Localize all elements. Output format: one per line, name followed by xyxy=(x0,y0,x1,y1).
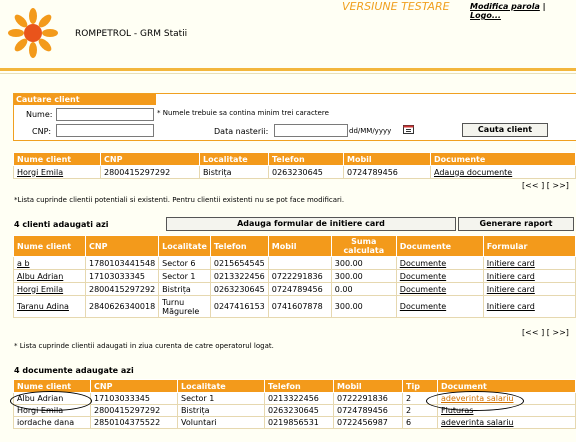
ac-col-sum: Suma calculata xyxy=(331,236,396,257)
logout-link[interactable]: Logo... xyxy=(470,11,501,20)
table-row xyxy=(14,257,576,270)
ad-col-type: Tip xyxy=(403,380,438,393)
cell-mobile: 0722291836 xyxy=(334,393,403,405)
date-format-hint: dd/MM/yyyy xyxy=(349,127,392,135)
calendar-icon[interactable] xyxy=(403,124,414,134)
ac-col-mobile: Mobil xyxy=(268,236,331,257)
initiate-card-link[interactable]: Initiere card xyxy=(483,257,575,270)
results-note: *Lista cuprinde clientii potentiali si existenti. Pentru clientii existenti nu se pot face modificari. xyxy=(14,196,345,204)
cell-phone: 0263230645 xyxy=(269,166,344,179)
cell-name: Horgi Emila xyxy=(14,405,91,417)
ad-col-name: Nume client xyxy=(14,380,91,393)
added-clients-note: * Lista cuprinde clientii adaugati in ziua curenta de catre operatorul logat. xyxy=(14,342,274,350)
search-panel-title: Cautare client xyxy=(14,94,156,105)
cell-cnp: 17103033345 xyxy=(91,393,178,405)
initiate-card-link[interactable]: Initiere card xyxy=(483,270,575,283)
cell-type: 6 xyxy=(403,417,438,429)
cell-phone: 0219856531 xyxy=(265,417,334,429)
cell-phone: 0263230645 xyxy=(265,405,334,417)
added-clients-header-row xyxy=(14,236,576,257)
ac-col-phone: Telefon xyxy=(210,236,268,257)
cell-type: 2 xyxy=(403,405,438,417)
cell-locality: Sector 1 xyxy=(159,270,211,283)
table-row xyxy=(14,166,576,179)
birth-date-input[interactable] xyxy=(274,124,348,137)
highlight-ellipse-document xyxy=(426,391,524,411)
documents-link[interactable]: Documente xyxy=(396,283,483,296)
client-name-link[interactable]: Horgi Emila xyxy=(14,283,86,296)
app-title: ROMPETROL - GRM Statii xyxy=(75,29,188,39)
search-results-table xyxy=(13,152,576,179)
cell-phone: 0215654545 xyxy=(210,257,268,270)
client-name-link[interactable]: a b xyxy=(14,257,86,270)
cell-locality: Turnu Măgurele xyxy=(159,296,211,318)
cell-sum: 300.00 xyxy=(331,296,396,318)
cell-locality: Voluntari xyxy=(178,417,265,429)
results-col-locality: Localitate xyxy=(200,153,269,166)
ad-col-cnp: CNP xyxy=(91,380,178,393)
cell-sum: 300.00 xyxy=(331,257,396,270)
added-clients-pager[interactable]: [<< ] [ >>] xyxy=(522,328,569,337)
search-client-button[interactable]: Cauta client xyxy=(462,123,548,137)
cell-phone: 0213322456 xyxy=(210,270,268,283)
ad-col-document: Document xyxy=(438,380,576,393)
documents-link[interactable]: Documente xyxy=(396,270,483,283)
cell-cnp: 2800415297292 xyxy=(101,166,200,179)
cell-mobile xyxy=(268,257,331,270)
cell-cnp: 2800415297292 xyxy=(91,405,178,417)
highlight-ellipse-client xyxy=(10,391,92,411)
rompetrol-logo-icon xyxy=(8,8,58,58)
name-hint: * Numele trebuie sa contina minim trei caractere xyxy=(157,109,329,117)
cell-locality: Bistrița xyxy=(200,166,269,179)
ad-col-locality: Localitate xyxy=(178,380,265,393)
document-link[interactable]: Fluturas xyxy=(438,405,576,417)
cell-name: Albu Adrian xyxy=(14,393,91,405)
name-input[interactable] xyxy=(56,108,154,121)
table-row xyxy=(14,296,576,318)
client-name-link[interactable]: Horgi Emila xyxy=(14,166,101,179)
ad-col-phone: Telefon xyxy=(265,380,334,393)
cell-locality: Sector 1 xyxy=(178,393,265,405)
results-col-phone: Telefon xyxy=(269,153,344,166)
cell-phone: 0213322456 xyxy=(265,393,334,405)
app-header xyxy=(0,0,576,68)
document-link[interactable]: adeverinta salariu xyxy=(438,417,576,429)
table-row xyxy=(14,270,576,283)
cell-type: 2 xyxy=(403,393,438,405)
table-row xyxy=(14,283,576,296)
name-label: Nume: xyxy=(26,110,53,119)
cell-name: iordache dana xyxy=(14,417,91,429)
birth-date-label: Data nasterii: xyxy=(214,127,269,136)
initiate-card-link[interactable]: Initiere card xyxy=(483,283,575,296)
cell-mobile: 0724789456 xyxy=(334,405,403,417)
link-separator: | xyxy=(542,2,546,11)
header-divider-thin xyxy=(0,73,576,74)
cell-mobile: 0724789456 xyxy=(344,166,431,179)
cell-mobile: 0722291836 xyxy=(268,270,331,283)
add-card-form-button[interactable]: Adauga formular de initiere card xyxy=(166,217,456,231)
client-name-link[interactable]: Albu Adrian xyxy=(14,270,86,283)
cell-cnp: 2800415297292 xyxy=(86,283,159,296)
generate-report-button[interactable]: Generare raport xyxy=(458,217,574,231)
results-col-cnp: CNP xyxy=(101,153,200,166)
cell-cnp: 2840626340018 xyxy=(86,296,159,318)
ac-col-cnp: CNP xyxy=(86,236,159,257)
cell-cnp: 2850104375522 xyxy=(91,417,178,429)
header-divider xyxy=(0,68,576,71)
added-documents-title: 4 documente adaugate azi xyxy=(14,366,134,375)
cnp-label: CNP: xyxy=(32,127,52,136)
cell-locality: Bistrița xyxy=(159,283,211,296)
initiate-card-link[interactable]: Initiere card xyxy=(483,296,575,318)
cell-phone: 0263230645 xyxy=(210,283,268,296)
cell-mobile: 0724789456 xyxy=(268,283,331,296)
version-label: VERSIUNE TESTARE xyxy=(342,0,450,13)
results-header-row xyxy=(14,153,576,166)
ad-col-mobile: Mobil xyxy=(334,380,403,393)
cell-mobile: 0722456987 xyxy=(334,417,403,429)
results-col-documents: Documente xyxy=(431,153,576,166)
table-row xyxy=(14,417,576,429)
cell-sum: 300.00 xyxy=(331,270,396,283)
client-name-link[interactable]: Taranu Adina xyxy=(14,296,86,318)
results-col-name: Nume client xyxy=(14,153,101,166)
cnp-input[interactable] xyxy=(56,124,154,137)
documents-link[interactable]: Documente xyxy=(396,296,483,318)
top-links xyxy=(470,2,576,20)
ac-col-name: Nume client xyxy=(14,236,86,257)
document-link[interactable]: adeverinta salariu xyxy=(438,393,576,405)
client-search-panel xyxy=(13,93,576,141)
cell-cnp: 17103033345 xyxy=(86,270,159,283)
added-clients-table xyxy=(13,235,576,318)
documents-link[interactable]: Documente xyxy=(396,257,483,270)
ac-col-locality: Localitate xyxy=(159,236,211,257)
added-clients-title: 4 clienti adaugati azi xyxy=(14,220,109,229)
results-pager[interactable]: [<< ] [ >>] xyxy=(522,181,569,190)
cell-locality: Sector 6 xyxy=(159,257,211,270)
cell-locality: Bistrița xyxy=(178,405,265,417)
cell-phone: 0247416153 xyxy=(210,296,268,318)
ac-col-documents: Documente xyxy=(396,236,483,257)
cell-cnp: 1780103441548 xyxy=(86,257,159,270)
change-password-link[interactable]: Modifica parola xyxy=(470,2,540,11)
results-col-mobile: Mobil xyxy=(344,153,431,166)
add-documents-link[interactable]: Adauga documente xyxy=(431,166,576,179)
cell-mobile: 0741607878 xyxy=(268,296,331,318)
cell-sum: 0.00 xyxy=(331,283,396,296)
added-documents-header-row xyxy=(14,380,576,393)
ac-col-form: Formular xyxy=(483,236,575,257)
